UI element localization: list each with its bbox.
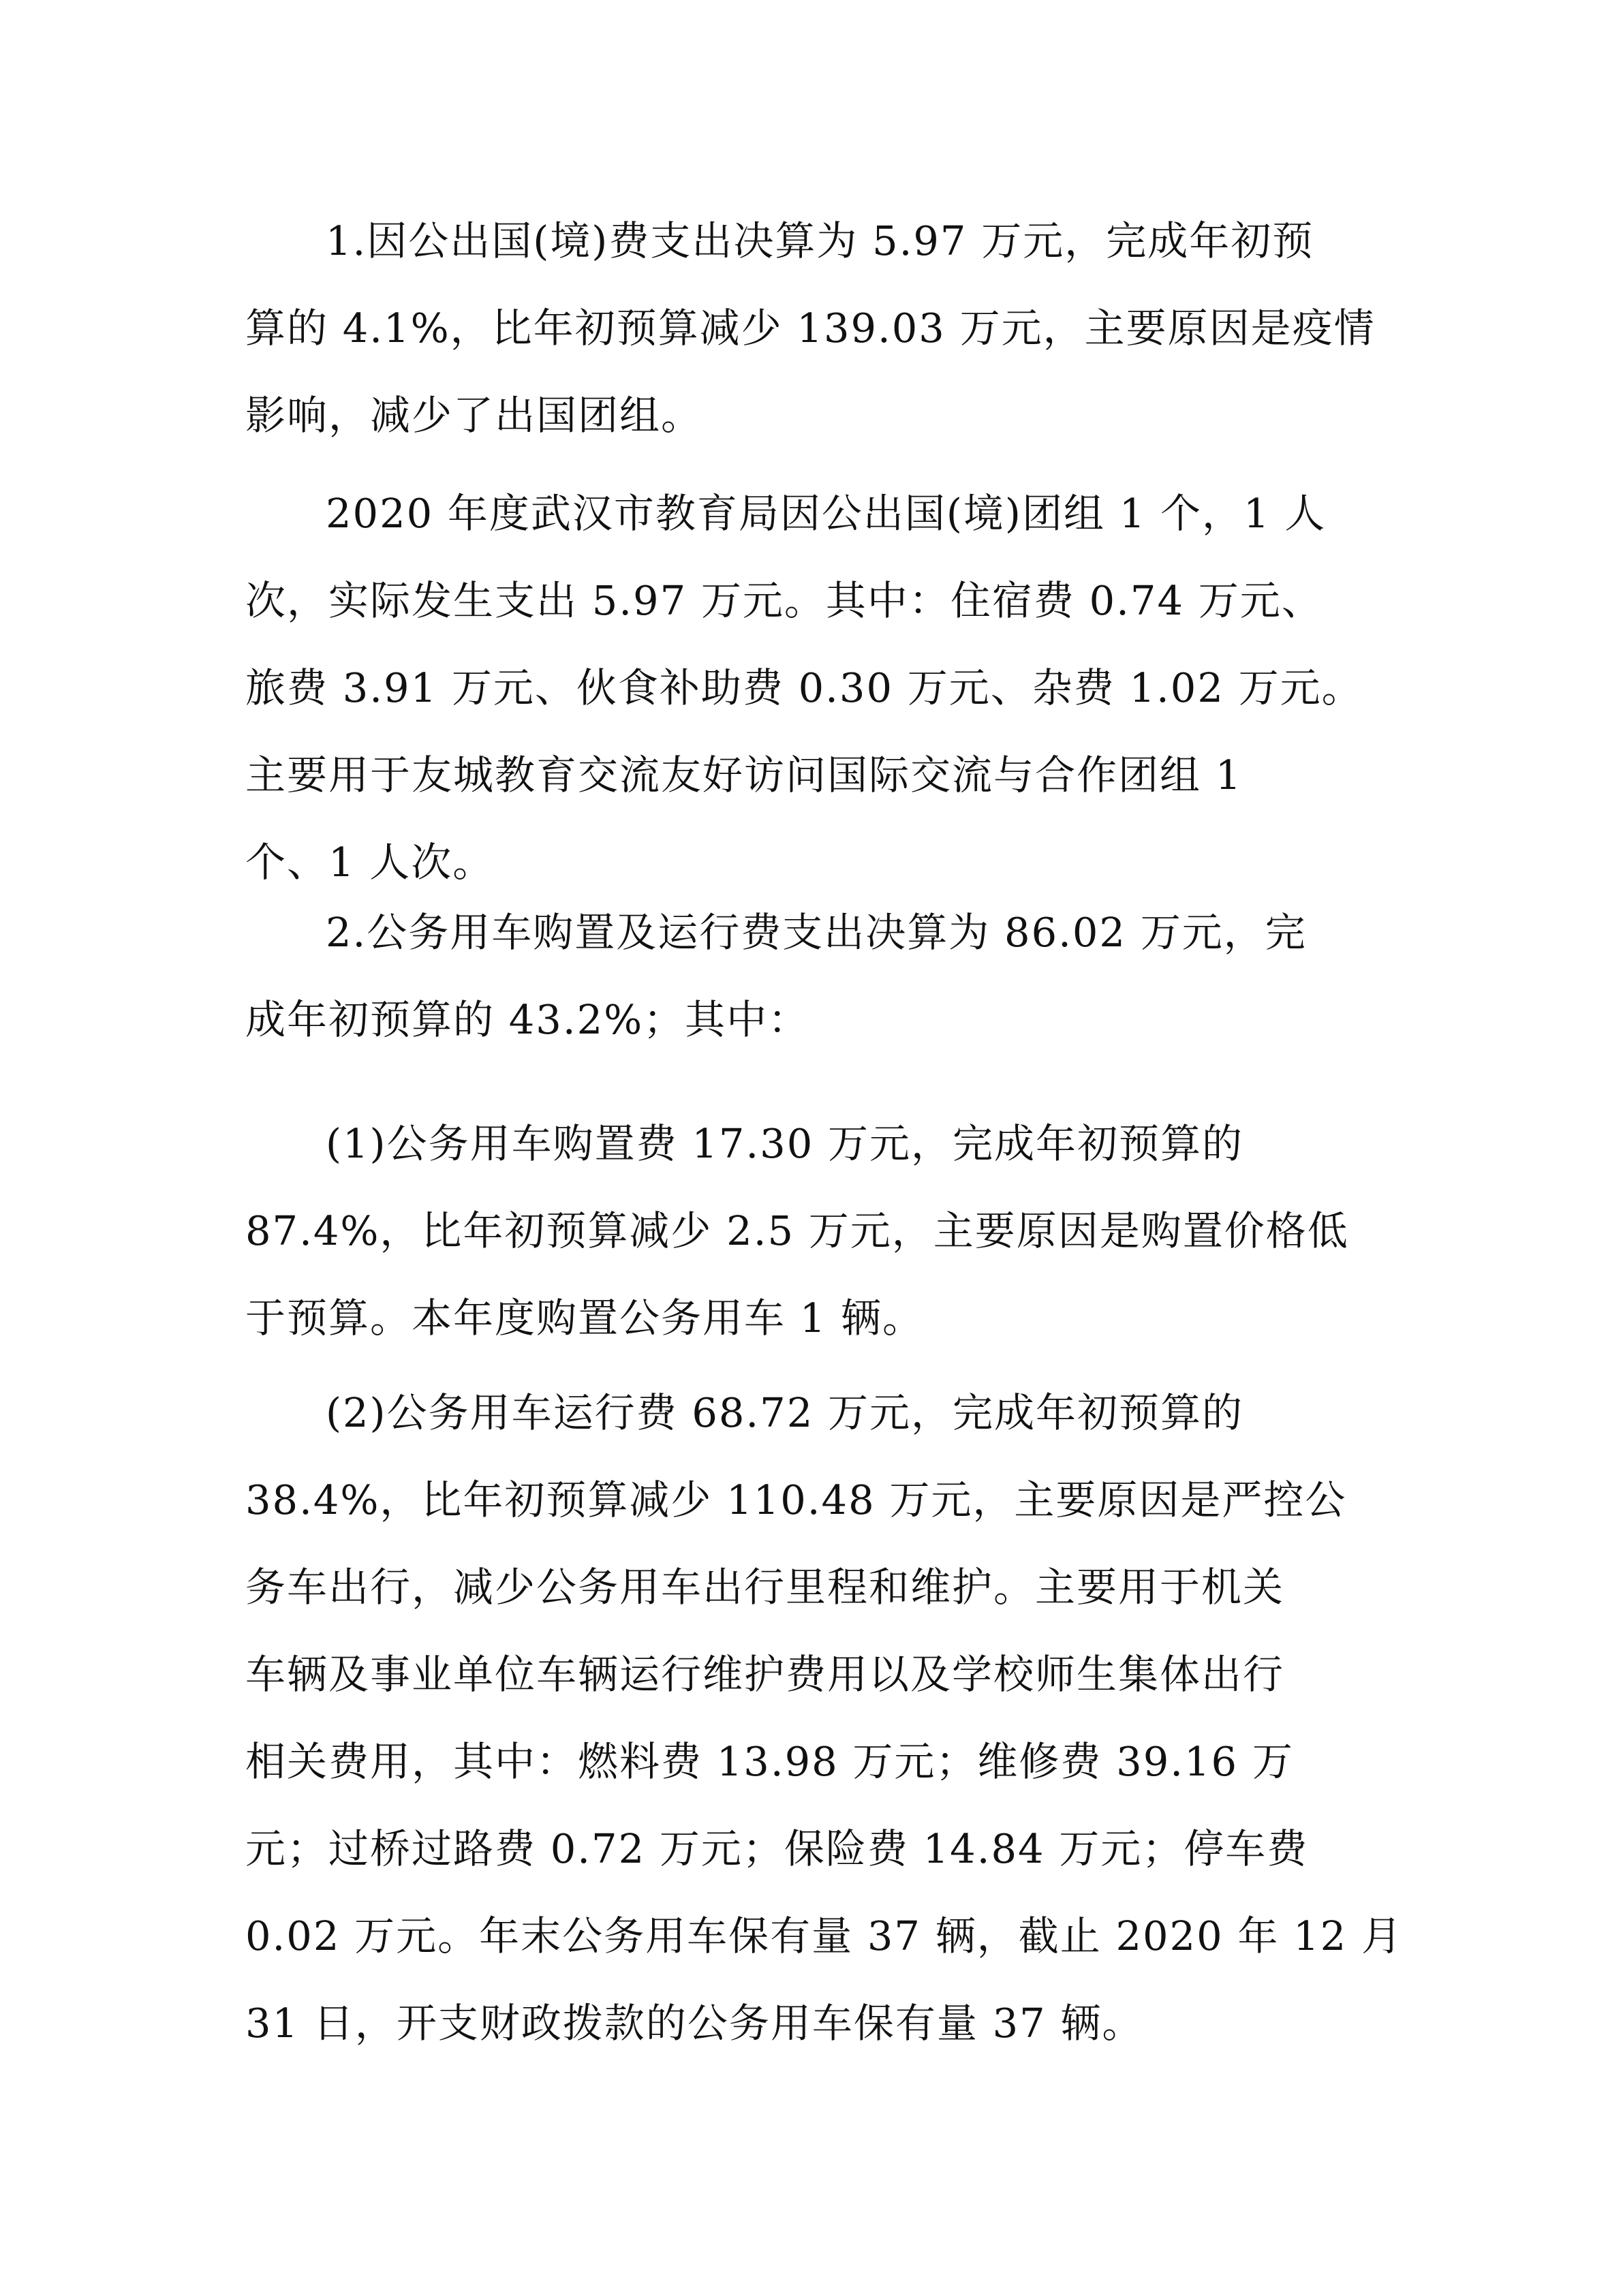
text-line: 算的 4.1%，比年初预算减少 139.03 万元，主要原因是疫情 [245,305,1376,352]
text-line: 车辆及事业单位车辆运行维护费用以及学校师生集体出行 [245,1651,1285,1698]
text-line: 31 日，开支财政拨款的公务用车保有量 37 辆。 [245,2000,1144,2047]
text-line: 影响，减少了出国团组。 [245,392,703,439]
text-line: 主要用于友城教育交流友好访问国际交流与合作团组 1 [245,751,1243,798]
text-line: 于预算。本年度购置公务用车 1 辆。 [245,1294,925,1341]
paragraph-vehicle-purchase [245,1100,1380,1362]
text-line: 2020 年度武汉市教育局因公出国(境)团组 1 个，1 人 [326,490,1327,537]
paragraph-overseas-expense [245,198,1380,459]
paragraph-overseas-detail [245,470,1380,906]
text-line: 元；过桥过路费 0.72 万元；保险费 14.84 万元；停车费 [245,1825,1309,1872]
text-line: 0.02 万元。年末公务用车保有量 37 辆，截止 2020 年 12 月 [245,1912,1403,1959]
text-line: 相关费用，其中：燃料费 13.98 万元；维修费 39.16 万 [245,1738,1294,1785]
text-line: 87.4%，比年初预算减少 2.5 万元，主要原因是购置价格低 [245,1207,1349,1254]
text-line: 2.公务用车购置及运行费支出决算为 86.02 万元，完 [326,909,1307,956]
text-line: 38.4%，比年初预算减少 110.48 万元，主要原因是严控公 [245,1476,1347,1523]
text-line: 成年初预算的 43.2%；其中： [245,996,810,1043]
text-line: 次，实际发生支出 5.97 万元。其中：住宿费 0.74 万元、 [245,577,1323,624]
text-line: 1.因公出国(境)费支出决算为 5.97 万元，完成年初预 [326,217,1314,264]
text-line: (2)公务用车运行费 68.72 万元，完成年初预算的 [326,1389,1243,1436]
text-line: 务车出行，减少公务用车出行里程和维护。主要用于机关 [245,1564,1285,1611]
text-line: (1)公务用车购置费 17.30 万元，完成年初预算的 [326,1120,1243,1167]
text-line: 旅费 3.91 万元、伙食补助费 0.30 万元、杂费 1.02 万元。 [245,664,1363,711]
paragraph-vehicle-expense [245,889,1380,1064]
text-line: 个、1 人次。 [245,839,495,886]
paragraph-vehicle-operation [245,1369,1403,2067]
